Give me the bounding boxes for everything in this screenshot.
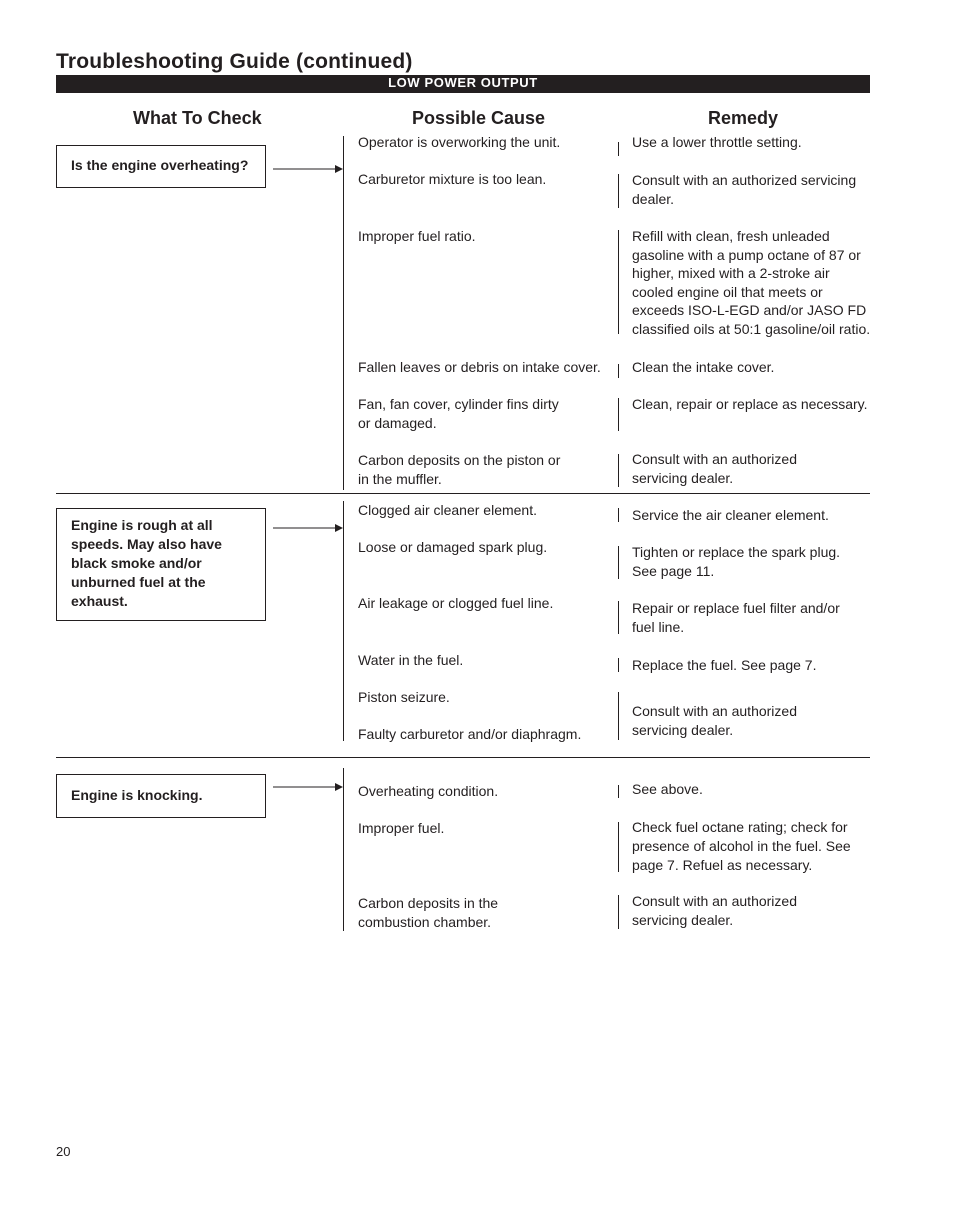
- check-text: Engine is rough at all speeds. May also have black smoke and/or unburned fuel at the exhaust.: [71, 517, 222, 609]
- cause-item: Air leakage or clogged fuel line.: [358, 595, 554, 611]
- column-header-remedy: Remedy: [708, 108, 779, 128]
- check-box-rough-engine: [56, 508, 266, 621]
- remedy-item: Repair or replace fuel filter and/or fuel line.: [632, 600, 840, 635]
- remedy-marker: [618, 546, 619, 579]
- cause-bracket-line: [343, 136, 344, 490]
- check-text: Engine is knocking.: [71, 787, 203, 803]
- cause-item: Overheating condition.: [358, 783, 499, 799]
- remedy-item: Consult with an authorized servicing dealer.: [632, 172, 857, 207]
- section-title: LOW POWER OUTPUT: [388, 75, 538, 90]
- cause-item: Fallen leaves or debris on intake cover.: [358, 359, 601, 375]
- cause-item: Operator is overworking the unit.: [358, 134, 561, 150]
- column-header-what-to-check: What To Check: [133, 108, 262, 128]
- cause-item: Carbon deposits in the combustion chamber.: [358, 895, 499, 930]
- remedy-item: Consult with an authorized servicing dealer.: [632, 703, 797, 738]
- remedy-marker: [618, 822, 619, 872]
- cause-item: Improper fuel.: [358, 820, 445, 836]
- check-box-overheating: [56, 145, 266, 188]
- remedy-item: See above.: [632, 781, 703, 797]
- cause-item: Carbon deposits on the piston or in the muffler.: [358, 452, 561, 487]
- cause-bracket-line: [343, 768, 344, 931]
- column-header-possible-cause: Possible Cause: [412, 108, 546, 128]
- remedy-item: Consult with an authorized servicing dealer.: [632, 451, 797, 486]
- remedy-item: Consult with an authorized servicing dealer.: [632, 893, 797, 928]
- remedy-marker: [618, 174, 619, 208]
- remedy-marker: [618, 364, 619, 378]
- remedy-marker: [618, 230, 619, 334]
- check-box-knocking: [56, 774, 266, 818]
- remedy-marker: [618, 508, 619, 522]
- check-text: Is the engine overheating?: [71, 157, 249, 173]
- remedy-marker: [618, 785, 619, 798]
- arrow-right-icon: [273, 521, 345, 535]
- remedy-marker: [618, 398, 619, 431]
- cause-item: Loose or damaged spark plug.: [358, 539, 548, 555]
- cause-item: Improper fuel ratio.: [358, 228, 476, 244]
- remedy-marker: [618, 658, 619, 672]
- remedy-item: Replace the fuel. See page 7.: [632, 657, 817, 673]
- remedy-item: Refill with clean, fresh unleaded gasoline with a pump octane of 87 or higher, mixed with a 2-stroke air cooled engine oil that meets or exceeds ISO-L-EGD and/or JASO FD classified oils at 50:1 gasoline/oil ratio.: [632, 228, 871, 337]
- remedy-marker: [618, 692, 619, 740]
- remedy-marker: [618, 895, 619, 929]
- remedy-marker: [618, 454, 619, 487]
- cause-item: Piston seizure.: [358, 689, 450, 705]
- remedy-item: Check fuel octane rating; check for presence of alcohol in the fuel. See page 7. Refuel as necessary.: [632, 819, 851, 873]
- remedy-item: Service the air cleaner element.: [632, 507, 829, 523]
- group-divider: [56, 757, 870, 758]
- remedy-item: Clean the intake cover.: [632, 359, 775, 375]
- section-header-bar: [56, 75, 870, 93]
- cause-item: Carburetor mixture is too lean.: [358, 171, 547, 187]
- cause-item: Fan, fan cover, cylinder fins dirty or damaged.: [358, 396, 559, 431]
- remedy-item: Clean, repair or replace as necessary.: [632, 396, 868, 412]
- arrow-right-icon: [273, 780, 345, 794]
- remedy-item: Tighten or replace the spark plug. See page 11.: [632, 544, 841, 579]
- page-number: 20: [56, 1144, 71, 1159]
- remedy-marker: [618, 142, 619, 156]
- cause-bracket-line: [343, 501, 344, 741]
- arrow-right-icon: [273, 162, 345, 176]
- cause-item: Water in the fuel.: [358, 652, 464, 668]
- remedy-marker: [618, 601, 619, 634]
- remedy-item: Use a lower throttle setting.: [632, 134, 802, 150]
- group-divider: [56, 493, 870, 494]
- cause-item: Faulty carburetor and/or diaphragm.: [358, 726, 582, 742]
- cause-item: Clogged air cleaner element.: [358, 502, 537, 518]
- page-title: Troubleshooting Guide (continued): [56, 50, 413, 73]
